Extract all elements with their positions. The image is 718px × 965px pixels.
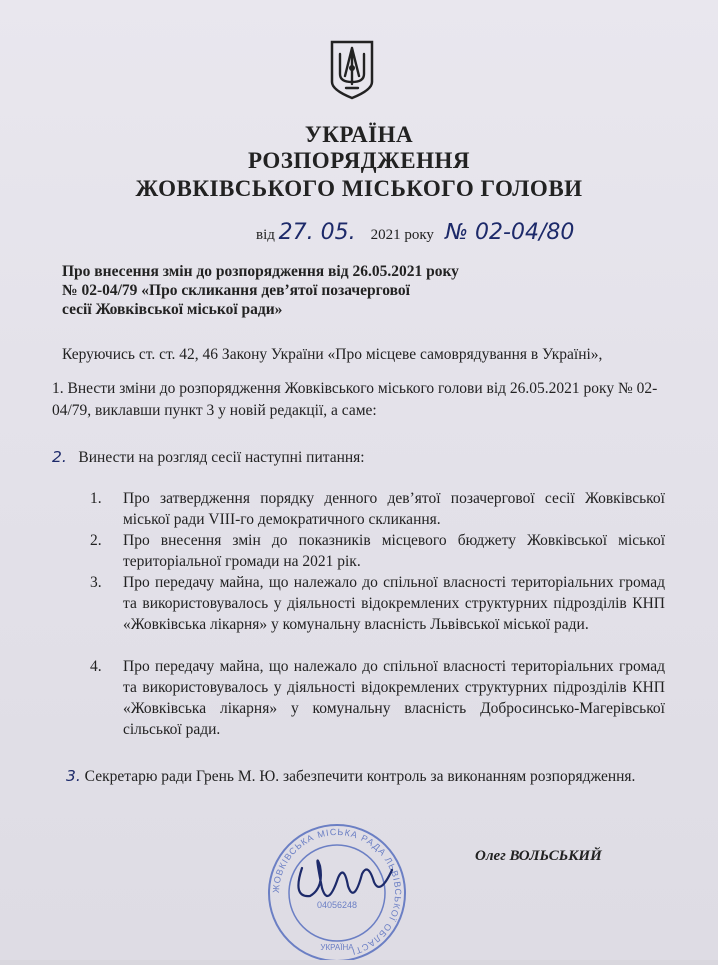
official-stamp-icon <box>262 818 412 960</box>
subject-line: № 02-04/79 «Про скликання дев’ятої позачергової <box>62 282 410 299</box>
item-text: Про затвердження порядку денного дев’ятої позачергової сесії Жовківської міської ради VIII-го демократичного скликання. <box>123 490 665 528</box>
point-text: Секретарю ради Грень М. Ю. забезпечити контроль за виконанням розпорядження. <box>84 768 636 785</box>
subject-line: сесії Жовківської міської ради» <box>62 301 283 318</box>
point-1 <box>52 378 672 422</box>
point-number: 3. <box>66 767 81 785</box>
item-number: 3. <box>90 574 102 591</box>
issuer-heading: ЖОВКІВСЬКОГО МІСЬКОГО ГОЛОВИ <box>135 176 583 201</box>
list-item <box>90 656 665 740</box>
handwritten-number: № 02-04/80 <box>445 220 575 245</box>
point-3 <box>66 765 635 788</box>
list-item <box>90 572 665 635</box>
point-text: Винести на розгляд сесії наступні питання: <box>78 449 365 466</box>
trident-emblem-icon <box>328 38 376 100</box>
signature-scribble-icon <box>298 860 392 896</box>
date-year: 2021 року <box>370 227 434 243</box>
country-heading: УКРАЇНА <box>304 122 414 147</box>
stamp-and-signature <box>262 818 412 960</box>
signatory-name: Олег ВОЛЬСЬКИЙ <box>475 848 602 864</box>
stamp-bottom-text: УКРАЇНА <box>320 943 354 952</box>
intro-paragraph: Керуючись ст. ст. 42, 46 Закону України «Про місцеве самоврядування в Україні», <box>62 346 603 363</box>
point-number: 2. <box>52 448 67 466</box>
date-line <box>256 220 574 245</box>
subject-line: Про внесення змін до розпорядження від 26.05.2021 року <box>62 263 459 280</box>
list-item <box>90 488 665 530</box>
item-number: 2. <box>90 532 102 549</box>
date-prefix: від <box>256 227 275 243</box>
stamp-ring-text: ЖОВКІВСЬКА МІСЬКА РАДА ЛЬВІВСЬКОЇ ОБЛАСТІ <box>270 826 404 958</box>
item-number: 1. <box>90 490 102 507</box>
svg-text:ЖОВКІВСЬКА МІСЬКА РАДА ЛЬВІВСЬ <box>271 827 403 957</box>
item-text: Про передачу майна, що належало до спільної власності територіальних громад та використовувалось у діяльності відокремлених структурних підрозділів КНП «Жовківська лікарня» у комунальну власність Львівської міської ради. <box>123 574 665 633</box>
item-text: Про передачу майна, що належало до спільної власності територіальних громад та використовувалось у діяльності відокремлених структурних підрозділів КНП «Жовківська лікарня» у комунальну власність Добросинсько-Магерівської сільської ради. <box>123 658 665 738</box>
item-text: Про внесення змін до показників місцевого бюджету Жовківської міської територіальної громади на 2021 рік. <box>123 532 665 570</box>
point-number: 1. <box>52 380 64 397</box>
doc-type-heading: РОЗПОРЯДЖЕННЯ <box>247 148 471 173</box>
list-item <box>90 530 665 572</box>
handwritten-date: 27. 05. <box>278 220 356 245</box>
stamp-code: 04056248 <box>316 900 358 910</box>
point-2 <box>52 446 365 469</box>
item-number: 4. <box>90 658 102 675</box>
subject-block <box>62 262 459 319</box>
point-text: Внести зміни до розпорядження Жовківського міського голови від 26.05.2021 року № 02-04/79, виклавши пункт 3 у новій редакції, а саме: <box>52 380 658 419</box>
